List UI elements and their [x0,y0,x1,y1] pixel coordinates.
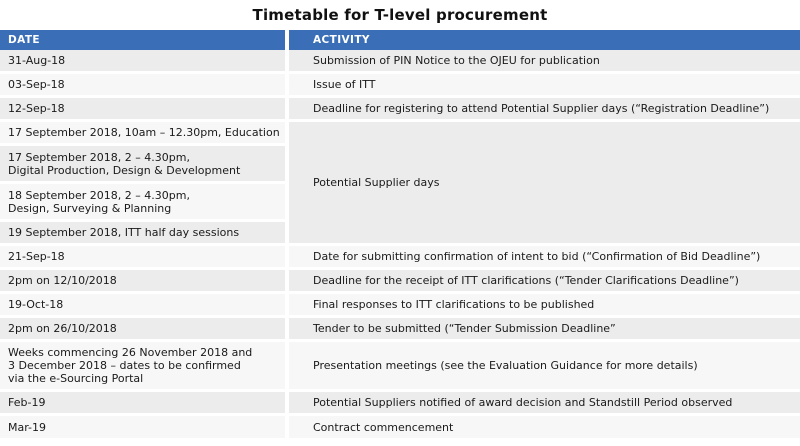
activity-cell: Deadline for the receipt of ITT clarifications (“Tender Clarifications Deadline”) [285,270,800,294]
date-cell: 2pm on 26/10/2018 [0,318,285,342]
date-cell: Mar-19 [0,416,285,438]
date-cell: Feb-19 [0,392,285,416]
activity-cell: Issue of ITT [285,74,800,98]
date-cell: 19-Oct-18 [0,294,285,318]
activity-cell: Presentation meetings (see the Evaluation Guidance for more details) [285,342,800,392]
date-cell: 2pm on 12/10/2018 [0,270,285,294]
column-header-date: DATE [0,30,285,50]
activity-cell: Potential Suppliers notified of award decision and Standstill Period observed [285,392,800,416]
table-row [0,416,800,438]
date-cell: 18 September 2018, 2 – 4.30pm, Design, Surveying & Planning [0,184,285,222]
header-row [0,30,800,50]
table-row [0,270,800,294]
activity-cell: Potential Supplier days [285,122,800,246]
activity-cell: Final responses to ITT clarifications to be published [285,294,800,318]
activity-cell: Date for submitting confirmation of intent to bid (“Confirmation of Bid Deadline”) [285,246,800,270]
table-row [0,50,800,74]
date-cell: Weeks commencing 26 November 2018 and 3 December 2018 – dates to be confirmed via the e-Sourcing Portal [0,342,285,392]
table-row [0,98,800,122]
table-row [0,392,800,416]
activity-cell: Tender to be submitted (“Tender Submission Deadline” [285,318,800,342]
date-cell: 19 September 2018, ITT half day sessions [0,222,285,246]
activity-cell: Deadline for registering to attend Potential Supplier days (“Registration Deadline”) [285,98,800,122]
date-cell: 12-Sep-18 [0,98,285,122]
date-cell: 03-Sep-18 [0,74,285,98]
activity-cell: Submission of PIN Notice to the OJEU for publication [285,50,800,74]
table-row [0,122,800,146]
date-cell: 17 September 2018, 10am – 12.30pm, Education [0,122,285,146]
table-row [0,294,800,318]
column-header-activity: ACTIVITY [285,30,800,50]
table-row [0,246,800,270]
timetable-table [0,30,800,438]
date-cell: 17 September 2018, 2 – 4.30pm, Digital Production, Design & Development [0,146,285,184]
date-cell: 21-Sep-18 [0,246,285,270]
table-row [0,74,800,98]
table-header [0,30,800,50]
date-cell: 31-Aug-18 [0,50,285,74]
table-title: Timetable for T-level procurement [252,6,548,24]
table-row [0,342,800,392]
table-row [0,318,800,342]
table-body [0,50,800,438]
activity-cell: Contract commencement [285,416,800,438]
